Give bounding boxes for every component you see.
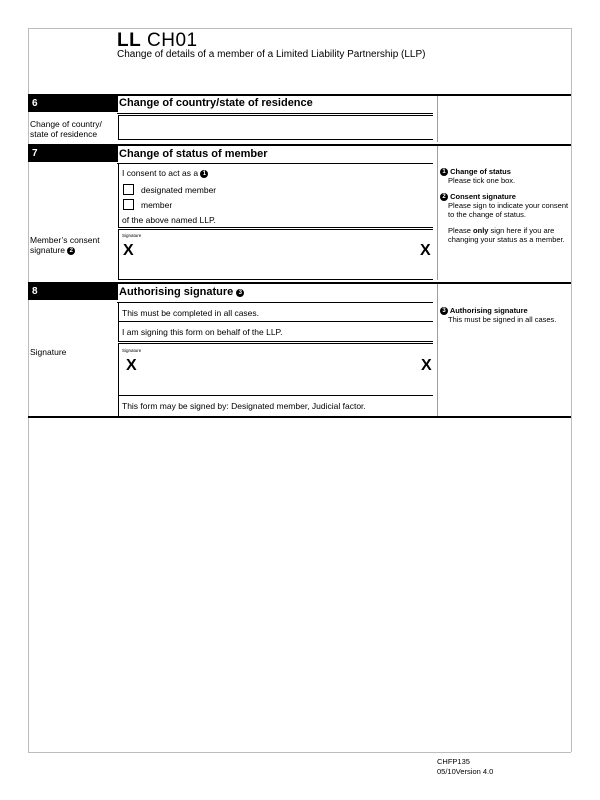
section-6-title-underline	[117, 113, 433, 114]
form-prefix: LL	[117, 30, 142, 51]
note-2-title: 2 Consent signature	[440, 192, 516, 201]
section-8-number: 8	[28, 284, 118, 300]
consent-signature-x-right: X	[420, 242, 431, 259]
note-1-title: 1 Change of status	[440, 167, 511, 176]
note-3-title: 3 Authorising signature	[440, 306, 528, 315]
note-1-ref: 1	[200, 170, 208, 178]
section-7-note-divider	[437, 146, 438, 280]
above-named-text: of the above named LLP.	[122, 215, 216, 225]
page-frame	[28, 28, 571, 29]
section-7-number: 7	[28, 146, 118, 162]
section-6-note-divider	[437, 96, 438, 142]
section-6-number: 6	[28, 96, 118, 112]
authorising-signature-x-right: X	[421, 357, 432, 374]
country-residence-field[interactable]	[118, 115, 433, 140]
designated-member-label: designated member	[141, 185, 217, 195]
note-1-body: Please tick one box.	[448, 176, 516, 185]
consent-signature-x-left: X	[123, 242, 134, 259]
consent-signature-caption: Signature	[122, 233, 142, 238]
designated-member-checkbox[interactable]	[123, 184, 134, 195]
form-description: Change of details of a member of a Limited Liability Partnership (LLP)	[117, 49, 426, 60]
section-8-title: Authorising signature 3	[119, 286, 244, 298]
note-2-body-1: Please sign to indicate your consent	[448, 201, 569, 210]
consent-signature-field[interactable]	[118, 229, 433, 280]
signed-by-text: This form may be signed by: Designated member, Judicial factor.	[122, 401, 366, 411]
section-8-note-divider	[437, 284, 438, 416]
authorising-signature-caption: Signature	[122, 348, 142, 353]
section-6-title: Change of country/state of residence	[119, 97, 313, 109]
authorising-signature-x-left: X	[126, 357, 137, 374]
footer-version: 05/10Version 4.0	[437, 767, 494, 776]
note-3-ref: 3	[236, 289, 244, 297]
note-2-ref: 2	[67, 247, 75, 255]
note-2-body-2: to the change of status.	[448, 210, 526, 219]
section-8-bottom-rule	[28, 416, 571, 418]
must-complete-text: This must be completed in all cases.	[122, 308, 260, 318]
footer-code: CHFP135	[437, 757, 470, 766]
page-frame-left	[28, 28, 29, 752]
section-7-title: Change of status of member	[119, 148, 268, 160]
consent-signature-label: Member’s consent signature 2	[30, 235, 100, 255]
member-label: member	[141, 200, 173, 210]
member-checkbox[interactable]	[123, 199, 134, 210]
consent-text: I consent to act as a 1	[122, 168, 208, 178]
authorising-signature-label: Signature	[30, 347, 67, 357]
page-frame-right	[571, 28, 572, 752]
note-3-body: This must be signed in all cases.	[448, 315, 557, 324]
authorising-signature-field[interactable]	[118, 343, 433, 396]
country-field-label: Change of country/ state of residence	[30, 119, 102, 139]
page-frame-bottom	[28, 752, 571, 753]
signing-behalf-text: I am signing this form on behalf of the LLP.	[122, 327, 283, 337]
note-2-extra-1: Please only sign here if you are	[448, 226, 555, 235]
form-number: CH01	[147, 30, 198, 51]
note-2-extra-2: changing your status as a member.	[448, 235, 565, 244]
